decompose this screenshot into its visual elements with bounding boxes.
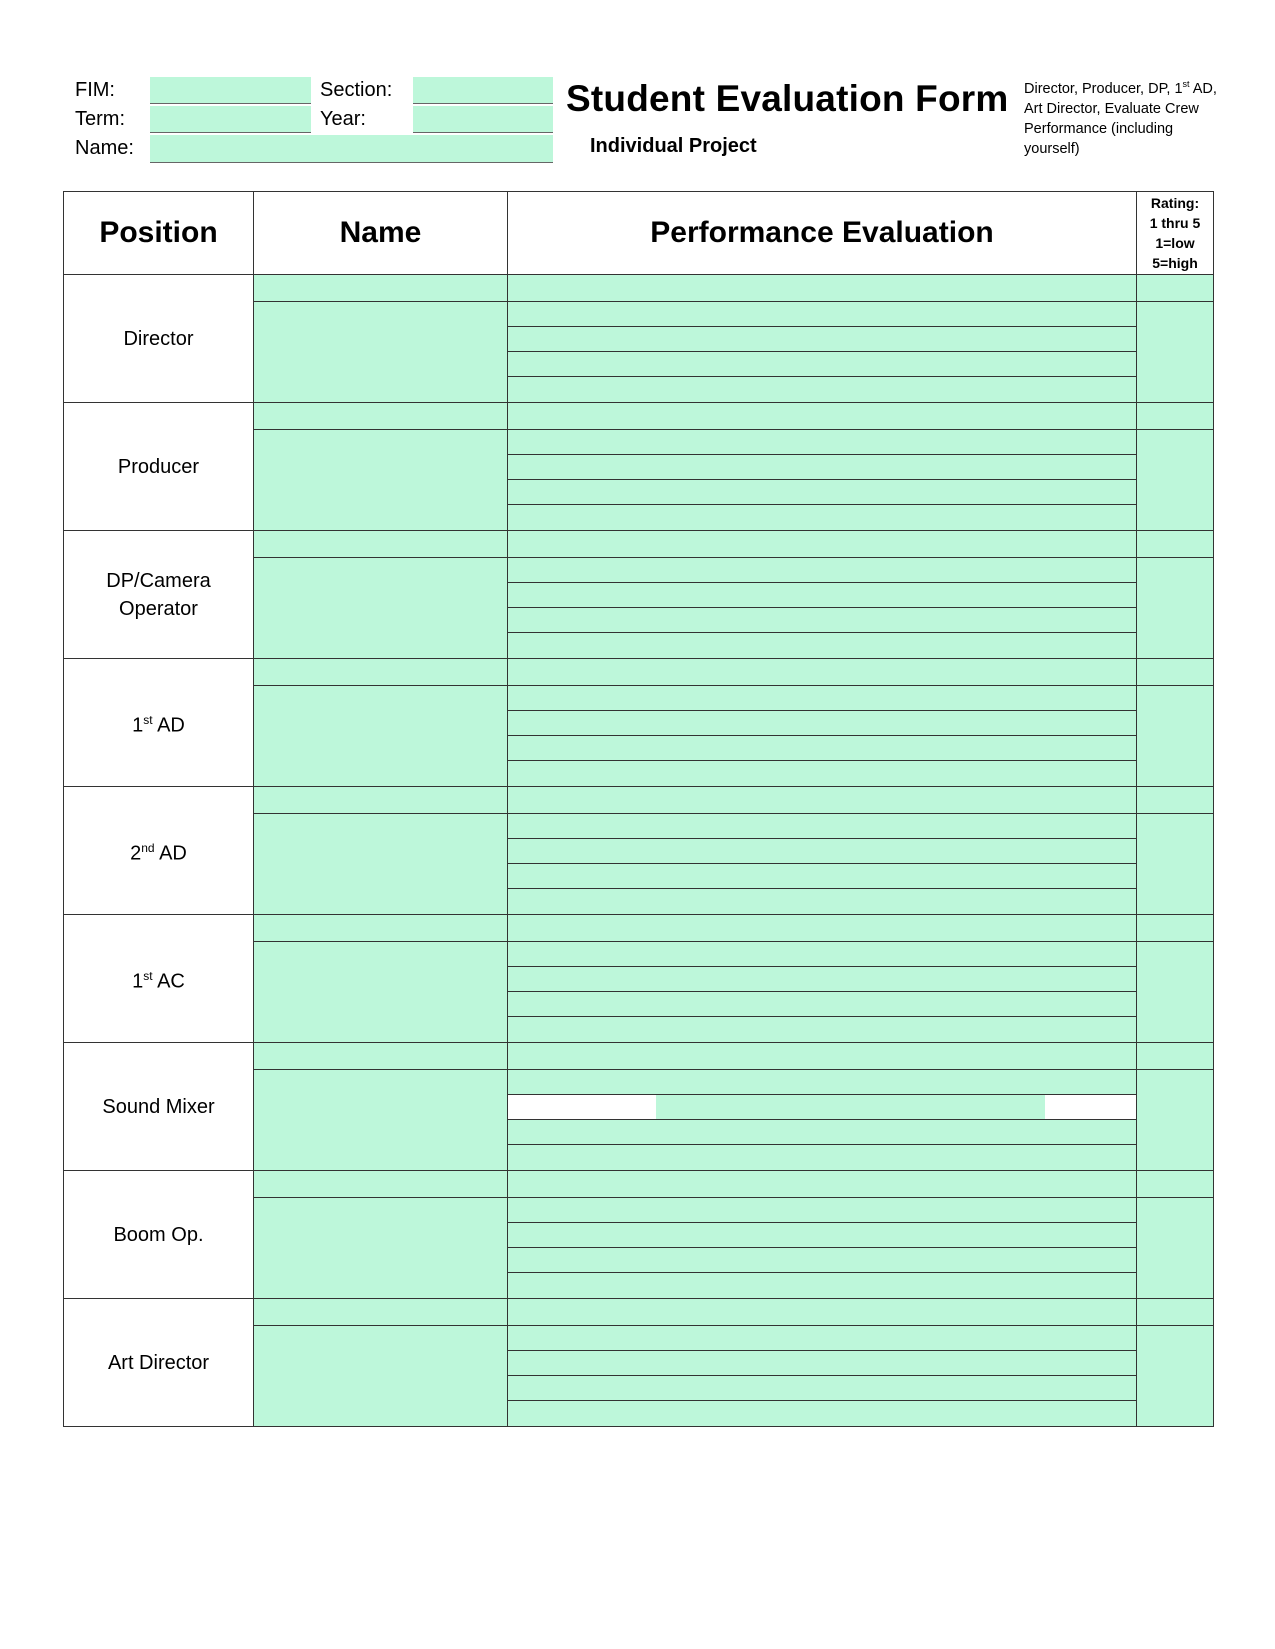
note-rest: AD, Art Director, Evaluate Crew Performance (including yourself) xyxy=(1024,80,1217,157)
table-row xyxy=(64,915,1214,942)
rating-field[interactable] xyxy=(1137,302,1214,403)
rating-field[interactable] xyxy=(1137,1326,1214,1427)
evaluation-line[interactable] xyxy=(508,1198,1136,1223)
evaluation-line[interactable] xyxy=(508,1095,1136,1120)
rating-field[interactable] xyxy=(1137,814,1214,915)
evaluation-line[interactable] xyxy=(508,455,1136,480)
evaluation-line[interactable] xyxy=(508,1017,1136,1042)
name-field[interactable] xyxy=(150,135,553,163)
rating-line4: 5=high xyxy=(1152,255,1198,271)
section-label: Section: xyxy=(320,79,393,101)
name-top-field[interactable] xyxy=(254,531,508,558)
rating-field[interactable] xyxy=(1137,1198,1214,1299)
rating-top-field[interactable] xyxy=(1137,1171,1214,1198)
evaluation-line[interactable] xyxy=(508,1326,1136,1351)
rating-header xyxy=(1137,192,1214,275)
evaluation-top-line[interactable] xyxy=(508,1171,1137,1198)
name-field[interactable] xyxy=(254,814,508,915)
rating-line3: 1=low xyxy=(1155,235,1195,251)
position-label: Sound Mixer xyxy=(102,1095,215,1118)
section-field[interactable] xyxy=(413,77,553,104)
rating-field[interactable] xyxy=(1137,1070,1214,1171)
position-suffix: AD xyxy=(154,842,187,865)
page-title: Student Evaluation Form xyxy=(566,78,1009,119)
evaluation-top-line[interactable] xyxy=(508,403,1137,430)
evaluation-line[interactable] xyxy=(508,992,1136,1017)
rating-top-field[interactable] xyxy=(1137,1299,1214,1326)
name-top-field[interactable] xyxy=(254,1299,508,1326)
evaluation-line[interactable] xyxy=(508,736,1136,761)
rating-field[interactable] xyxy=(1137,430,1214,531)
name-field[interactable] xyxy=(254,1326,508,1427)
evaluation-top-line[interactable] xyxy=(508,915,1137,942)
evaluation-line[interactable] xyxy=(508,430,1136,455)
table-row xyxy=(64,403,1214,430)
evaluation-line[interactable] xyxy=(508,1223,1136,1248)
position-label: Producer xyxy=(117,455,200,478)
evaluation-line[interactable] xyxy=(508,1248,1136,1273)
evaluation-lines xyxy=(508,1070,1137,1171)
evaluation-line[interactable] xyxy=(508,302,1136,327)
position-cell xyxy=(64,531,254,659)
position-label: Art Director xyxy=(107,1351,210,1374)
position-cell xyxy=(64,403,254,531)
position-header: Position xyxy=(64,192,254,275)
rating-top-field[interactable] xyxy=(1137,403,1214,430)
table-row xyxy=(64,1299,1214,1326)
year-label: Year: xyxy=(320,108,366,130)
evaluation-lines xyxy=(508,302,1137,403)
evaluation-line[interactable] xyxy=(508,864,1136,889)
page-subtitle: Individual Project xyxy=(590,135,757,157)
position-cell xyxy=(64,1171,254,1299)
evaluation-line[interactable] xyxy=(508,1145,1136,1170)
evaluation-line[interactable] xyxy=(508,761,1136,786)
evaluation-line[interactable] xyxy=(508,889,1136,914)
evaluation-line[interactable] xyxy=(508,480,1136,505)
evaluation-line[interactable] xyxy=(508,352,1136,377)
position-suffix: AC xyxy=(152,970,185,993)
evaluation-line[interactable] xyxy=(508,505,1136,530)
name-field[interactable] xyxy=(254,430,508,531)
rating-line1: Rating: xyxy=(1150,195,1200,211)
instructions-note xyxy=(1024,74,1224,159)
position-label-line1: DP/Camera xyxy=(106,569,211,592)
position-cell xyxy=(64,1299,254,1427)
evaluation-line[interactable] xyxy=(508,1120,1136,1145)
table-row xyxy=(64,275,1214,302)
evaluation-top-line[interactable] xyxy=(508,531,1137,558)
evaluation-line[interactable] xyxy=(508,942,1136,967)
name-field[interactable] xyxy=(254,686,508,787)
evaluation-lines xyxy=(508,1198,1137,1299)
evaluation-line[interactable] xyxy=(508,1273,1136,1298)
position-cell xyxy=(64,915,254,1043)
table-row xyxy=(64,659,1214,686)
position-cell xyxy=(64,659,254,787)
name-top-field[interactable] xyxy=(254,1043,508,1070)
position-ordinal: st xyxy=(143,968,153,983)
evaluation-line[interactable] xyxy=(508,711,1136,736)
term-field[interactable] xyxy=(150,106,311,133)
evaluation-line[interactable] xyxy=(508,1376,1136,1401)
evaluation-line[interactable] xyxy=(508,1070,1136,1095)
rating-field[interactable] xyxy=(1137,686,1214,787)
evaluation-line[interactable] xyxy=(508,327,1136,352)
evaluation-line[interactable] xyxy=(508,633,1136,658)
table-row xyxy=(64,787,1214,814)
evaluation-top-line[interactable] xyxy=(508,1299,1137,1326)
position-suffix: AD xyxy=(152,714,185,737)
evaluation-line[interactable] xyxy=(508,839,1136,864)
rating-top-field[interactable] xyxy=(1137,659,1214,686)
rating-top-field[interactable] xyxy=(1137,1043,1214,1070)
evaluation-lines xyxy=(508,558,1137,659)
position-label: Director xyxy=(123,327,194,350)
name-top-field[interactable] xyxy=(254,403,508,430)
position-number: 1 xyxy=(132,970,144,993)
table-row xyxy=(64,1171,1214,1198)
name-field[interactable] xyxy=(254,1198,508,1299)
evaluation-line[interactable] xyxy=(508,1351,1136,1376)
rating-field[interactable] xyxy=(1137,558,1214,659)
evaluation-lines xyxy=(508,814,1137,915)
table-row xyxy=(64,531,1214,558)
name-label: Name: xyxy=(75,137,134,159)
rating-line2: 1 thru 5 xyxy=(1149,215,1201,231)
name-top-field[interactable] xyxy=(254,1171,508,1198)
note-sup: st xyxy=(1182,79,1190,89)
evaluation-header: Performance Evaluation xyxy=(508,192,1137,275)
evaluation-line[interactable] xyxy=(508,583,1136,608)
name-field[interactable] xyxy=(254,1070,508,1171)
position-label: Boom Op. xyxy=(113,1223,204,1246)
name-header: Name xyxy=(254,192,508,275)
rating-top-field[interactable] xyxy=(1137,275,1214,302)
position-number: 2 xyxy=(130,842,142,865)
evaluation-top-line[interactable] xyxy=(508,787,1137,814)
term-label: Term: xyxy=(75,108,125,130)
rating-field[interactable] xyxy=(1137,942,1214,1043)
position-cell xyxy=(64,1043,254,1171)
evaluation-line[interactable] xyxy=(508,377,1136,402)
name-field[interactable] xyxy=(254,302,508,403)
evaluation-line[interactable] xyxy=(508,608,1136,633)
evaluation-top-line[interactable] xyxy=(508,275,1137,302)
position-cell xyxy=(64,787,254,915)
fim-label: FIM: xyxy=(75,79,115,101)
year-field[interactable] xyxy=(413,106,553,133)
evaluation-top-line[interactable] xyxy=(508,1043,1137,1070)
position-cell xyxy=(64,275,254,403)
evaluation-line[interactable] xyxy=(508,686,1136,711)
name-top-field[interactable] xyxy=(254,275,508,302)
evaluation-lines xyxy=(508,1326,1137,1427)
header-row xyxy=(64,192,1214,275)
rating-top-field[interactable] xyxy=(1137,915,1214,942)
position-ordinal: st xyxy=(143,712,153,727)
evaluation-line[interactable] xyxy=(508,558,1136,583)
evaluation-table xyxy=(63,191,1214,1427)
position-number: 1 xyxy=(132,714,144,737)
position-ordinal: nd xyxy=(141,840,155,855)
name-top-field[interactable] xyxy=(254,787,508,814)
fim-field[interactable] xyxy=(150,77,311,104)
table-row xyxy=(64,1043,1214,1070)
rating-top-field[interactable] xyxy=(1137,787,1214,814)
evaluation-line[interactable] xyxy=(508,1401,1136,1426)
name-top-field[interactable] xyxy=(254,659,508,686)
rating-top-field[interactable] xyxy=(1137,531,1214,558)
evaluation-line[interactable] xyxy=(508,967,1136,992)
evaluation-top-line[interactable] xyxy=(508,659,1137,686)
name-field[interactable] xyxy=(254,558,508,659)
position-label-line2: Operator xyxy=(119,597,198,620)
evaluation-lines xyxy=(508,430,1137,531)
evaluation-lines xyxy=(508,686,1137,787)
name-top-field[interactable] xyxy=(254,915,508,942)
note-line1: Director, Producer, DP, 1 xyxy=(1024,80,1183,97)
evaluation-line[interactable] xyxy=(508,814,1136,839)
name-field[interactable] xyxy=(254,942,508,1043)
evaluation-lines xyxy=(508,942,1137,1043)
